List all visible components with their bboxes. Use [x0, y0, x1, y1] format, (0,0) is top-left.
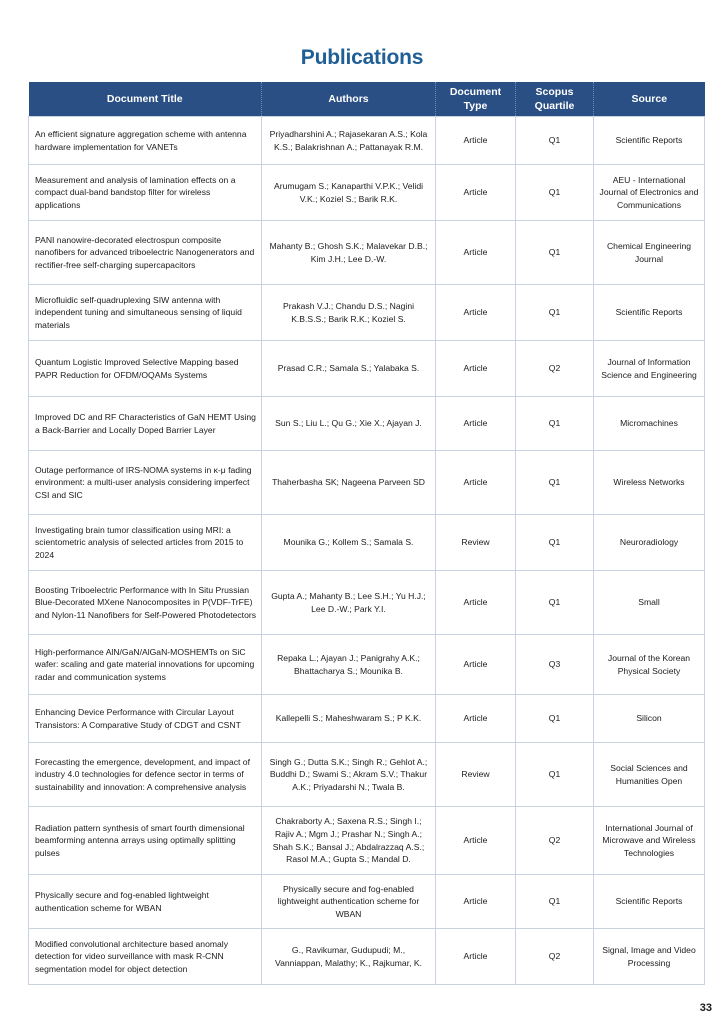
column-header-document-type: Document Type: [436, 82, 516, 117]
cell-type: Article: [436, 695, 516, 743]
cell-source: Social Sciences and Humanities Open: [594, 743, 705, 807]
cell-quartile: Q1: [516, 397, 594, 451]
cell-authors: Chakraborty A.; Saxena R.S.; Singh I.; Rajiv A.; Mgm J.; Prashar N.; Singh A.; Shah S.K.; Bansal J.; Abdalrazzaq A.S.; Rasol M.A.; Gupta S.; Mandal D.: [262, 807, 436, 875]
table-row: [29, 285, 705, 341]
cell-quartile: Q1: [516, 285, 594, 341]
cell-type: Article: [436, 635, 516, 695]
cell-type: Article: [436, 875, 516, 929]
cell-type: Review: [436, 515, 516, 571]
cell-title: Microfluidic self-quadruplexing SIW antenna with independent tuning and simultaneous sensing of liquid materials: [29, 285, 262, 341]
cell-source: Journal of the Korean Physical Society: [594, 635, 705, 695]
cell-source: Micromachines: [594, 397, 705, 451]
cell-title: Enhancing Device Performance with Circular Layout Transistors: A Comparative Study of CDGT and CSNT: [29, 695, 262, 743]
cell-quartile: Q1: [516, 695, 594, 743]
cell-title: Forecasting the emergence, development, and impact of industry 4.0 technologies for defence sector in terms of sustainability and innovation: A comprehensive analysis: [29, 743, 262, 807]
cell-title: An efficient signature aggregation scheme with antenna hardware implementation for VANETs: [29, 117, 262, 165]
cell-source: Wireless Networks: [594, 451, 705, 515]
cell-type: Review: [436, 743, 516, 807]
cell-type: Article: [436, 571, 516, 635]
cell-type: Article: [436, 807, 516, 875]
cell-source: Signal, Image and Video Processing: [594, 929, 705, 985]
table-row: [29, 117, 705, 165]
cell-authors: Thaherbasha SK; Nageena Parveen SD: [262, 451, 436, 515]
cell-authors: Prasad C.R.; Samala S.; Yalabaka S.: [262, 341, 436, 397]
cell-source: International Journal of Microwave and Wireless Technologies: [594, 807, 705, 875]
cell-authors: Arumugam S.; Kanaparthi V.P.K.; Velidi V.K.; Koziel S.; Barik R.K.: [262, 165, 436, 221]
cell-title: Measurement and analysis of lamination effects on a compact dual-band bandstop filter for wireless applications: [29, 165, 262, 221]
cell-source: Silicon: [594, 695, 705, 743]
cell-authors: G., Ravikumar, Gudupudi; M., Vanniappan, Malathy; K., Rajkumar, K.: [262, 929, 436, 985]
cell-quartile: Q1: [516, 875, 594, 929]
cell-authors: Physically secure and fog-enabled lightweight authentication scheme for WBAN: [262, 875, 436, 929]
table-row: [29, 807, 705, 875]
cell-title: Modified convolutional architecture based anomaly detection for video surveillance with mask R-CNN segmentation model for object detection: [29, 929, 262, 985]
cell-quartile: Q2: [516, 807, 594, 875]
cell-authors: Kallepelli S.; Maheshwaram S.; P K.K.: [262, 695, 436, 743]
table-row: [29, 341, 705, 397]
cell-title: Radiation pattern synthesis of smart fourth dimensional beamforming antenna arrays using optimally splitting pulses: [29, 807, 262, 875]
cell-title: Investigating brain tumor classification using MRI: a scientometric analysis of selected articles from 2015 to 2024: [29, 515, 262, 571]
cell-quartile: Q2: [516, 341, 594, 397]
cell-type: Article: [436, 341, 516, 397]
cell-source: Neuroradiology: [594, 515, 705, 571]
cell-quartile: Q1: [516, 743, 594, 807]
column-header-scopus-quartile: Scopus Quartile: [516, 82, 594, 117]
cell-quartile: Q1: [516, 515, 594, 571]
cell-authors: Prakash V.J.; Chandu D.S.; Nagini K.B.S.S.; Barik R.K.; Koziel S.: [262, 285, 436, 341]
cell-type: Article: [436, 117, 516, 165]
cell-quartile: Q1: [516, 221, 594, 285]
publications-table: [28, 82, 705, 985]
cell-source: Chemical Engineering Journal: [594, 221, 705, 285]
cell-authors: Sun S.; Liu L.; Qu G.; Xie X.; Ajayan J.: [262, 397, 436, 451]
cell-authors: Repaka L.; Ajayan J.; Panigrahy A.K.; Bhattacharya S.; Mounika B.: [262, 635, 436, 695]
cell-quartile: Q1: [516, 451, 594, 515]
cell-type: Article: [436, 397, 516, 451]
cell-title: Physically secure and fog-enabled lightweight authentication scheme for WBAN: [29, 875, 262, 929]
table-row: [29, 743, 705, 807]
column-header-authors: Authors: [262, 82, 436, 117]
cell-source: Scientific Reports: [594, 117, 705, 165]
table-row: [29, 875, 705, 929]
cell-quartile: Q1: [516, 117, 594, 165]
cell-title: PANI nanowire-decorated electrospun composite nanofibers for advanced triboelectric Nanogenerators and rectifier-free self-charging supercapacitors: [29, 221, 262, 285]
cell-title: Improved DC and RF Characteristics of GaN HEMT Using a Back-Barrier and Locally Doped Barrier Layer: [29, 397, 262, 451]
cell-title: High-performance AlN/GaN/AlGaN-MOSHEMTs on SiC wafer: scaling and gate material innovations for upcoming radar and communication systems: [29, 635, 262, 695]
cell-quartile: Q2: [516, 929, 594, 985]
table-row: [29, 571, 705, 635]
cell-type: Article: [436, 165, 516, 221]
table-row: [29, 695, 705, 743]
table-row: [29, 221, 705, 285]
table-row: [29, 635, 705, 695]
table-row: [29, 397, 705, 451]
cell-quartile: Q1: [516, 165, 594, 221]
cell-authors: Gupta A.; Mahanty B.; Lee S.H.; Yu H.J.; Lee D.-W.; Park Y.I.: [262, 571, 436, 635]
table-row: [29, 451, 705, 515]
cell-authors: Mounika G.; Kollem S.; Samala S.: [262, 515, 436, 571]
cell-source: Small: [594, 571, 705, 635]
cell-source: Scientific Reports: [594, 285, 705, 341]
cell-title: Quantum Logistic Improved Selective Mapping based PAPR Reduction for OFDM/OQAMs Systems: [29, 341, 262, 397]
cell-source: AEU - International Journal of Electronics and Communications: [594, 165, 705, 221]
cell-source: Scientific Reports: [594, 875, 705, 929]
cell-authors: Priyadharshini A.; Rajasekaran A.S.; Kola K.S.; Balakrishnan A.; Pattanayak R.M.: [262, 117, 436, 165]
table-row: [29, 515, 705, 571]
cell-authors: Singh G.; Dutta S.K.; Singh R.; Gehlot A.; Buddhi D.; Swami S.; Akram S.V.; Thakur A.K.; Priyadarshi N.; Twala B.: [262, 743, 436, 807]
cell-title: Boosting Triboelectric Performance with In Situ Prussian Blue-Decorated MXene Nanocomposites in P(VDF-TrFE) and Nylon-11 Nanofibers for Self-Powered Photodetectors: [29, 571, 262, 635]
table-row: [29, 929, 705, 985]
cell-type: Article: [436, 451, 516, 515]
page-number: 33: [699, 1002, 712, 1014]
cell-authors: Mahanty B.; Ghosh S.K.; Malavekar D.B.; Kim J.H.; Lee D.-W.: [262, 221, 436, 285]
cell-quartile: Q3: [516, 635, 594, 695]
cell-quartile: Q1: [516, 571, 594, 635]
cell-title: Outage performance of IRS-NOMA systems in κ-μ fading environment: a multi-user analysis considering imperfect CSI and SIC: [29, 451, 262, 515]
table-header-row: [29, 82, 705, 117]
cell-type: Article: [436, 929, 516, 985]
page-title: Publications: [300, 46, 424, 69]
table-row: [29, 165, 705, 221]
cell-type: Article: [436, 221, 516, 285]
column-header-source: Source: [594, 82, 705, 117]
cell-source: Journal of Information Science and Engineering: [594, 341, 705, 397]
cell-type: Article: [436, 285, 516, 341]
column-header-document-title: Document Title: [29, 82, 262, 117]
